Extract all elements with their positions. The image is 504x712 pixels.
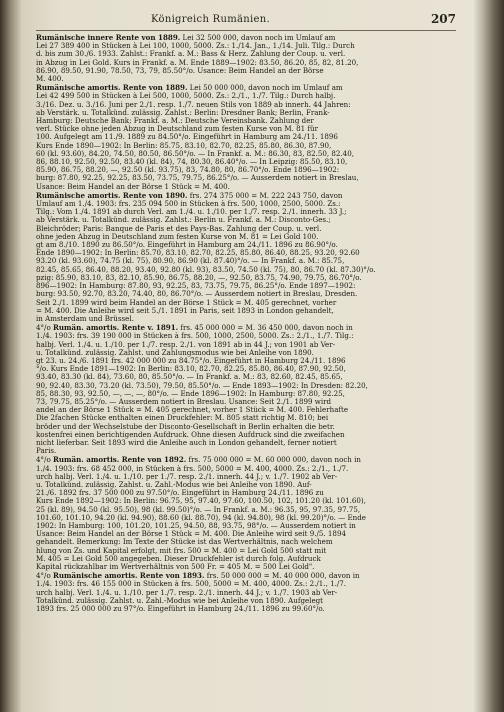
entry-line: Kurs Ende 1890—1902: In Berlin: 85.75, 83.10, 82.70, 82.25, 85.80, 86.30, 87.90, bbox=[36, 141, 332, 150]
entry-line: 86, 88.10, 92.50, 92.50, 83.40 (kl. 84), 74, 80.30, 86.40°/o. — In Leipzig: 85.50, 83.10, bbox=[36, 158, 348, 167]
entry-first-line: Rumänische innere Rente von 1889. Lei 32 500 000, davon noch im Umlauf am bbox=[36, 34, 336, 42]
running-head-title: Königreich Rumänien. bbox=[151, 14, 270, 25]
bond-entry bbox=[36, 456, 456, 571]
entry-first-line: Rumänische amortis. Rente von 1890. frs. 274 375 000 = M. 222 243 750, davon bbox=[36, 191, 343, 200]
entry-line: 1./4. 1903: frs. 68 452 000, in Stücken à frs. 500, 5000 = M. 400, 4000. Zs.: 2./1., 1./7. bbox=[36, 464, 349, 473]
entry-heading: Rumänische amortis. Rente von 1893. bbox=[52, 572, 205, 581]
entry-first-line: 4°/o Rumänische amortis. Rente von 1893. frs. 50 000 000 = M. 40 000 000, davon in bbox=[36, 572, 360, 581]
entry-heading: Rumänische amortis. Rente von 1890. bbox=[36, 191, 188, 200]
entry-line: M. 405 = Lei Gold 500 angegeben. Dieser Druckfehler ist durch folg. Aufdruck bbox=[36, 554, 321, 563]
entry-line: pzig: 85.90, 83.10, 83, 82.10, 85.90, 86.75, 88.20, —, 92.50, 83.75, 74.90, 79.75, 86.70°/o. bbox=[36, 273, 362, 282]
entry-line: 86.90, 89.50, 91.90, 78.50, 73, 79, 85.50°/o. Usance: Beim Handel an der Börse bbox=[36, 66, 324, 75]
running-head bbox=[36, 12, 456, 28]
bond-entry bbox=[36, 84, 456, 191]
entry-line: 896—1902: In Hamburg: 87.80, 93, 92.25, 83, 73.75, 79.75, 86.25°/o. Ende 1897—1902: bbox=[36, 282, 356, 291]
entry-heading: Rumänische innere Rente von 1889. bbox=[36, 34, 181, 42]
entry-heading: Rumän. amortis. Rente v. 1891. bbox=[52, 324, 179, 333]
entry-line: burg: 87.80, 92.25, 92.25, 83.50, 73.75, 79.75, 86.25°/o. — Ausserdem notiert in Breslau, bbox=[36, 174, 359, 183]
entry-line: 93.40, 83.30 (kl. 84), 73.60, 80, 85.50°/o. — In Frankf. a. M.: 83, 82.60, 82.45, 85.65, bbox=[36, 373, 343, 382]
entry-line: u. Totalkünd. zulässig. Zahlst. und Zahlungsmodus wie bei Anleihe von 1890. bbox=[36, 348, 314, 357]
entry-line: gt 23. u. 24./6. 1891 frs. 42 000 000 zu 84.75°/o. Eingeführt in Hamburg 24./11. 1896 bbox=[36, 356, 346, 365]
entry-first-line: Rumänische amortis. Rente von 1889. Lei 50 000 000, davon noch im Umlauf am bbox=[36, 84, 343, 93]
body-text bbox=[36, 34, 456, 613]
entry-line: 1902: In Hamburg: 100, 101.20, 101.25, 94.50, 88, 93.75, 98°/o. — Ausserdem notiert in bbox=[36, 521, 356, 530]
entry-line: 60 (kl. 93.60), 84.20, 74.50, 80.50, 86.50°/o. — In Frankf. a. M.: 86.30, 83, 82.50, 82.40, bbox=[36, 149, 354, 158]
entry-first-line: 4°/o Rumän. amortis. Rente von 1892. frs. 75 000 000 = M. 60 000 000, davon noch in bbox=[36, 456, 361, 465]
page-number: 207 bbox=[430, 12, 456, 26]
entry-line: 1893 frs. 25 000 000 zu 97°/o. Eingeführt in Hamburg 24./11. 1896 zu 99.60°/o. bbox=[36, 605, 325, 614]
entry-line: M. 400. bbox=[36, 75, 64, 84]
entry-line: in Amsterdam und Brüssel. bbox=[36, 314, 134, 323]
entry-line: 25 (kl. 89), 94.50 (kl. 95.50), 98 (kl. 99.50)°/o. — In Frankf. a. M.: 96.35, 95, 97.35, 97.75, bbox=[36, 505, 361, 514]
entry-line: Usance: Beim Handel an der Börse 1 Stück = M. 400. Die Anleihe wird seit 9./5. 1894 bbox=[36, 530, 346, 539]
entry-line: 3./16. Dez. u. 3./16. Juni per 2./1. resp. 1./7. neuen Stils von 1889 ab innerh. 44 Jahren: bbox=[36, 100, 351, 109]
entry-line: 100. Aufgelegt am 11./9. 1889 zu 84.50°/o. Eingeführt in Hamburg am 24./11. 1896 bbox=[36, 133, 338, 142]
entry-line: 93.20 (kl. 93.60), 74.75 (kl. 75), 80.90, 86.90 (kl. 87.40)°/o. — In Frankf. a. M.: 85.75, bbox=[36, 257, 345, 266]
entry-line: urch halbj. Verl. 1./4. u. 1./10. per 1./7. resp. 2./1. innerh. 44 J.; v. 1./7. 1902 ab Ver- bbox=[36, 472, 338, 481]
entry-line: 101.60, 101.10, 94.20 (kl. 94.90), 88.60 (kl. 88.70), 94 (kl. 94.80), 98 (kl. 99.20)°/o. — Ende bbox=[36, 513, 366, 522]
entry-line: 85.90, 86.75, 88.20, —, 92.50 (kl. 93.75), 83, 74.80, 80, 86.70°/o. Ende 1896—1902: bbox=[36, 166, 340, 175]
entry-line: andel an der Börse 1 Stück = M. 405 gerechnet, vorher 1 Stück = M. 400. Fehlerhafte bbox=[36, 406, 349, 415]
entry-line: 85, 88.30, 93, 92.50, —, —, —, 80°/o. — Ende 1896—1902: In Hamburg: 87.80, 92.25, bbox=[36, 389, 345, 398]
entry-line: Umlauf am 1./4. 1903: frs. 235 094 500 in Stücken à frs. 500, 1000, 2500, 5000. Zs.: bbox=[36, 200, 341, 209]
entry-line: Bleichröder; Paris: Banque de Paris et des Pays-Bas. Zahlung der Coup. u. verl. bbox=[36, 224, 322, 233]
entry-line: Seit 2./1. 1899 wird beim Handel an der Börse 1 Stück = M. 405 gerechnet, vorher bbox=[36, 298, 337, 307]
entry-line: °/o. Kurs Ende 1891—1902: In Berlin: 83.10, 82.70, 82.25, 85.80, 86.40, 87.90, 92.50, bbox=[36, 365, 346, 374]
entry-line: 90, 92.40, 83.30, 73.20 (kl. 73.50), 79.50, 85.50°/o. — Ende 1893—1902: In Dresden: 82.20, bbox=[36, 381, 368, 390]
entry-line: burg: 93.50, 92.70, 83.20, 74.40, 80, 86.70°/o. — Ausserdem notiert in Breslau, Dresden. bbox=[36, 290, 358, 299]
entry-line: Die 2fachen Stücke enthalten einen Druckfehler: M. 805 statt richtig M. 810; bei bbox=[36, 414, 329, 423]
entry-line: Paris. bbox=[36, 447, 57, 456]
entry-line: = M. 400. Die Anleihe wird seit 5./1. 1891 in Paris, seit 1893 in London gehandelt, bbox=[36, 306, 334, 315]
entry-line: 21./6. 1892 frs. 37 500 000 zu 97.50°/o. Eingeführt in Hamburg 24./11. 1896 zu bbox=[36, 489, 324, 498]
entry-line: 82.45, 85.65, 86.40, 88.20, 93.40, 92.80 (kl. 93), 83.50, 74.50 (kl. 75), 80, 86.70 (kl. 87.30)°/o. bbox=[36, 265, 376, 274]
bond-entry bbox=[36, 572, 456, 613]
entry-line: u. Totalkünd. zulässig. Zahlst. u. Zahl.-Modus wie bei Anleihe von 1890. Auf- bbox=[36, 480, 312, 489]
entry-line: halbj. Verl. 1./4. u. 1./10. per 1./7. resp. 2./1. von 1891 ab in 44 J.; von 1901 ab Ver- bbox=[36, 340, 336, 349]
entry-line: verl. Stücke ohne jeden Abzug in Deutschland zum festen Kurse von M. 81 für bbox=[36, 125, 318, 134]
bond-entry bbox=[36, 34, 456, 83]
entry-line: nicht lieferbar. Seit 1893 wird die Anleihe auch in London gehandelt, ferner notiert bbox=[36, 438, 337, 447]
entry-line: kostenfrei einen berichtigenden Aufdruck. Ohne diesen Aufdruck sind die zweifachen bbox=[36, 430, 345, 439]
entry-line: Lei 27 389 400 in Stücken à Lei 100, 1000, 5000. Zs.: 1./14. Jan., 1./14. Juli. Tilg.: Durch bbox=[36, 42, 355, 51]
book-gutter-shadow bbox=[472, 0, 504, 712]
entry-line: 1./4. 1903: frs. 46 155 000 in Stücken à frs. 500, 5000 = M. 400, 4000. Zs.: 2./1., 1./7. bbox=[36, 580, 347, 589]
entry-line: 73, 79.75, 85.25°/o. — Ausserdem notiert in Breslau. Usance: Seit 2./1. 1899 wird bbox=[36, 397, 332, 406]
entry-line: 1./4. 1903: frs. 39 190 000 in Stücken à frs. 500, 1000, 2500, 5000. Zs.: 2./1., 1./7. Tilg.: bbox=[36, 332, 354, 341]
bond-entry bbox=[36, 324, 456, 455]
entry-line: Ende 1890—1902: In Berlin: 85.70, 83.10, 82.70, 82.25, 85.80, 86.40, 88.25, 93.20, 92.60 bbox=[36, 249, 360, 258]
entry-line: urch halbj. Verl. 1./4. u. 1./10. per 1./7. resp. 2./1. innerh. 44 J.; v. 1./7. 1903 ab Ver- bbox=[36, 588, 338, 597]
entry-line: bröder und der Wechselstube der Disconto-Gesellschaft in Berlin erhalten die betr. bbox=[36, 422, 335, 431]
entry-line: Lei 42 499 500 in Stücken à Lei 500, 1000, 5000. Zs.: 2./1., 1./7. Tilg.: Durch halbj. bbox=[36, 92, 336, 101]
entry-line: Usance: Beim Handel an der Börse 1 Stück = M. 400. bbox=[36, 182, 230, 191]
entry-line: d. bis zum 30./6. 1933. Zahlst.: Frankf. a. M.: Bass & Herz. Zahlung der Coup. u. verl. bbox=[36, 50, 346, 59]
bond-entry bbox=[36, 192, 456, 323]
entry-line: Tilg.: Vom 1./4. 1891 ab durch Verl. am 1./4. u. 1./10. per 1./7. resp. 2./1. innerh. 33 J.; bbox=[36, 208, 347, 217]
entry-heading: Rumänische amortis. Rente von 1889. bbox=[36, 84, 188, 93]
entry-line: Totalkünd. zulässig. Zahlst. u. Zahl.-Modus wie bei Anleihe von 1890. Aufgelegt bbox=[36, 596, 324, 605]
entry-first-line: 4°/o Rumän. amortis. Rente v. 1891. frs. 45 000 000 = M. 36 450 000, davon noch in bbox=[36, 324, 353, 333]
entry-line: Hamburg: Deutsche Bank; Frankf. a. M.: Deutsche Vereinsbank. Zahlung der bbox=[36, 117, 314, 126]
entry-line: ab Verstärk. u. Totalkünd. zulässig. Zahlst.: Berlin: Dresdner Bank; Berlin, Frank- bbox=[36, 108, 330, 117]
entry-line: gt am 8./10. 1890 zu 86.50°/o. Eingeführt in Hamburg am 24./11. 1896 zu 86.90°/o. bbox=[36, 241, 338, 250]
entry-line: gehandelt. Bemerkung: Im Texte der Stücke ist das Wertverhältnis, nach welchem bbox=[36, 538, 333, 547]
entry-line: ohne jeden Abzug in Deutschland zum festen Kurse von M. 81 = Lei Gold 100. bbox=[36, 232, 319, 241]
entry-line: in Abzug in Lei Gold. Kurs in Frankf. a. M. Ende 1889—1902: 83.50, 86.20, 85, 82, 81.20, bbox=[36, 58, 359, 67]
entry-line: Kurs Ende 1892—1902: In Berlin: 96.75, 95, 97.40, 97.60, 100.50, 102, 101.20 (kl. 101.60), bbox=[36, 497, 366, 506]
entry-line: hlung von Zs. und Kapital erfolgt, mit frs. 500 = M. 400 = Lei Gold 500 statt mit bbox=[36, 546, 327, 555]
header-rule bbox=[36, 30, 456, 31]
entry-line: ab Verstärk. u. Totalkünd. zulässig. Zahlst.: Berlin u. Frankf. a. M.: Disconto-Ges.; bbox=[36, 216, 331, 225]
entry-heading: Rumän. amortis. Rente von 1892. bbox=[52, 456, 187, 465]
entry-line: Kapital rückzahlbar im Wertverhältnis von 500 Fr. = 405 M. = 500 Lei Gold". bbox=[36, 563, 315, 571]
